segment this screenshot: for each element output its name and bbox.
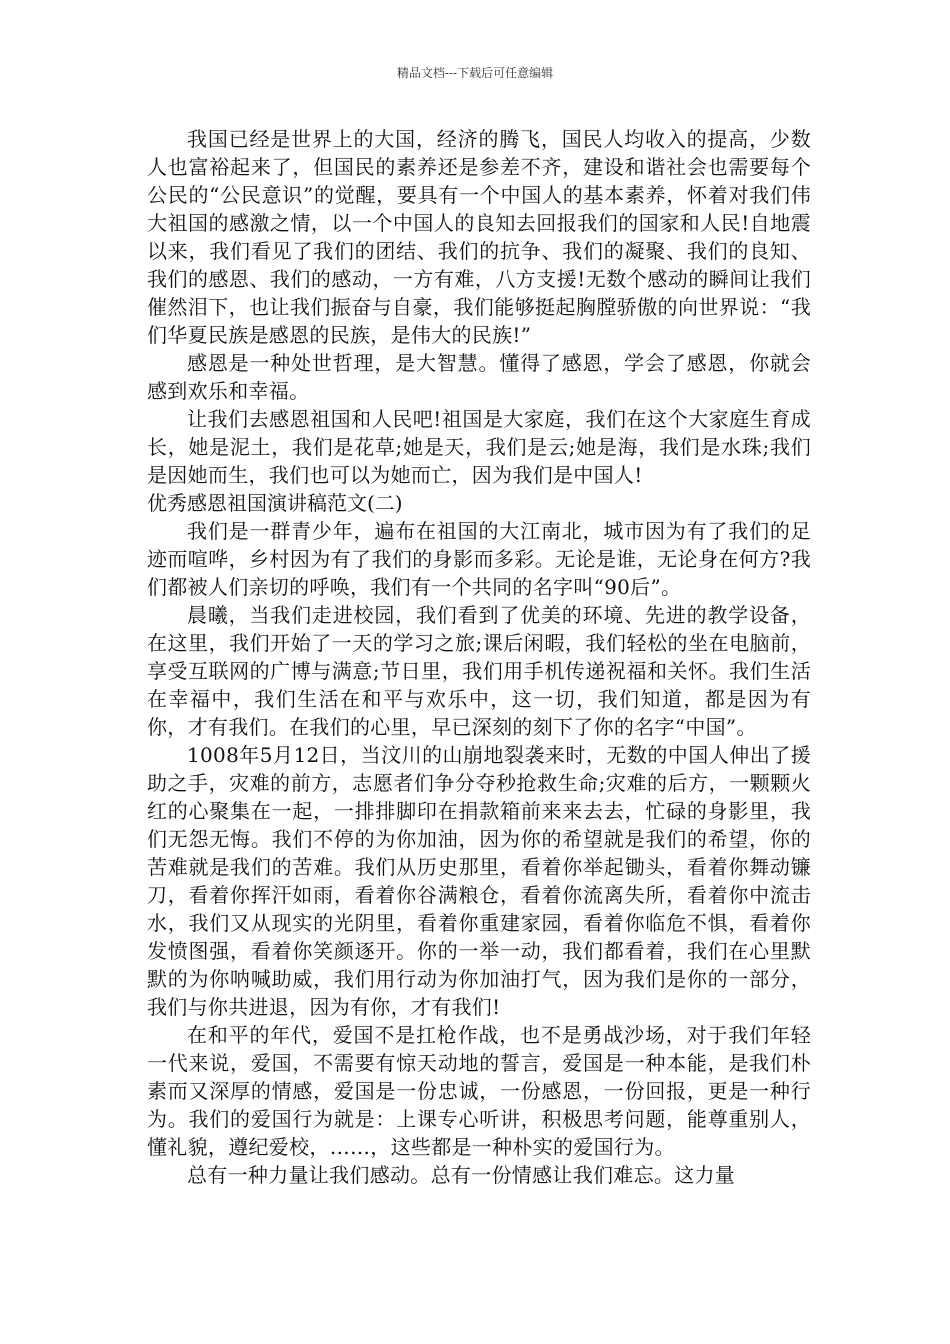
- page-header: 精品文档---下载后可任意编辑: [396, 66, 554, 80]
- paragraph: 总有一种力量让我们感动。总有一份情感让我们难忘。这力量: [187, 1163, 736, 1187]
- paragraph: 在和平的年代，爱国不是扛枪作战，也不是勇战沙场，对于我们年轻一代来说，爱国，不需要有惊天动地的誓言，爱国是一种本能，是我们朴素而又深厚的情感，爱国是一份忠诚，一份感恩，一份回报，更是一种行为。我们的爱国行为就是：上课专心听讲，积极思考问题，能尊重别人，懂礼貌，遵纪爱校，……，这些都是一种朴实的爱国行为。: [147, 1023, 811, 1159]
- paragraph: 感恩是一种处世哲理，是大智慧。懂得了感恩，学会了感恩，你就会感到欢乐和幸福。: [147, 351, 811, 403]
- section-title: 优秀感恩祖国演讲稿范文(二): [147, 491, 403, 515]
- document-body: [147, 125, 811, 1189]
- paragraph: 让我们去感恩祖国和人民吧!祖国是大家庭，我们在这个大家庭生育成长，她是泥土，我们是花草;她是天，我们是云;她是海，我们是水珠;我们是因她而生，我们也可以为她而亡，因为我们是中国人!: [147, 407, 811, 487]
- paragraph: 我们是一群青少年，遍布在祖国的大江南北，城市因为有了我们的足迹而喧哗，乡村因为有了我们的身影而多彩。无论是谁，无论身在何方?我们都被人们亲切的呼唤，我们有一个共同的名字叫“90后”。: [147, 519, 811, 599]
- paragraph: 1008年5月12日，当汶川的山崩地裂袭来时，无数的中国人伸出了援助之手，灾难的前方，志愿者们争分夺秒抢救生命;灾难的后方，一颗颗火红的心聚集在一起，一排排脚印在捐款箱前来来去去，忙碌的身影里，我们无怨无悔。我们不停的为你加油，因为你的希望就是我们的希望，你的苦难就是我们的苦难。我们从历史那里，看着你举起锄头，看着你舞动镰刀，看着你挥汗如雨，看着你谷满粮仓，看着你流离失所，看着你中流击水，我们又从现实的光阴里，看着你重建家园，看着你临危不惧，看着你发愤图强，看着你笑颜逐开。你的一举一动，我们都看着，我们在心里默默的为你呐喊助威，我们用行动为你加油打气，因为我们是你的一部分，我们与你共进退，因为有你，才有我们!: [147, 743, 811, 1019]
- paragraph: 我国已经是世界上的大国，经济的腾飞，国民人均收入的提高，少数人也富裕起来了，但国民的素养还是参差不齐，建设和谐社会也需要每个公民的“公民意识”的觉醒，要具有一个中国人的基本素养，怀着对我们伟大祖国的感激之情，以一个中国人的良知去回报我们的国家和人民!自地震以来，我们看见了我们的团结、我们的抗争、我们的凝聚、我们的良知、我们的感恩、我们的感动，一方有难，八方支援!无数个感动的瞬间让我们催然泪下，也让我们振奋与自豪，我们能够挺起胸膛骄傲的向世界说：“我们华夏民族是感恩的民族，是伟大的民族!”: [147, 127, 811, 347]
- paragraph: 晨曦，当我们走进校园，我们看到了优美的环境、先进的教学设备，在这里，我们开始了一天的学习之旅;课后闲暇，我们轻松的坐在电脑前，享受互联网的广博与满意;节日里，我们用手机传递祝福和关怀。我们生活在幸福中，我们生活在和平与欢乐中，这一切，我们知道，都是因为有你，才有我们。在我们的心里，早已深刻的刻下了你的名字“中国”。: [147, 603, 811, 739]
